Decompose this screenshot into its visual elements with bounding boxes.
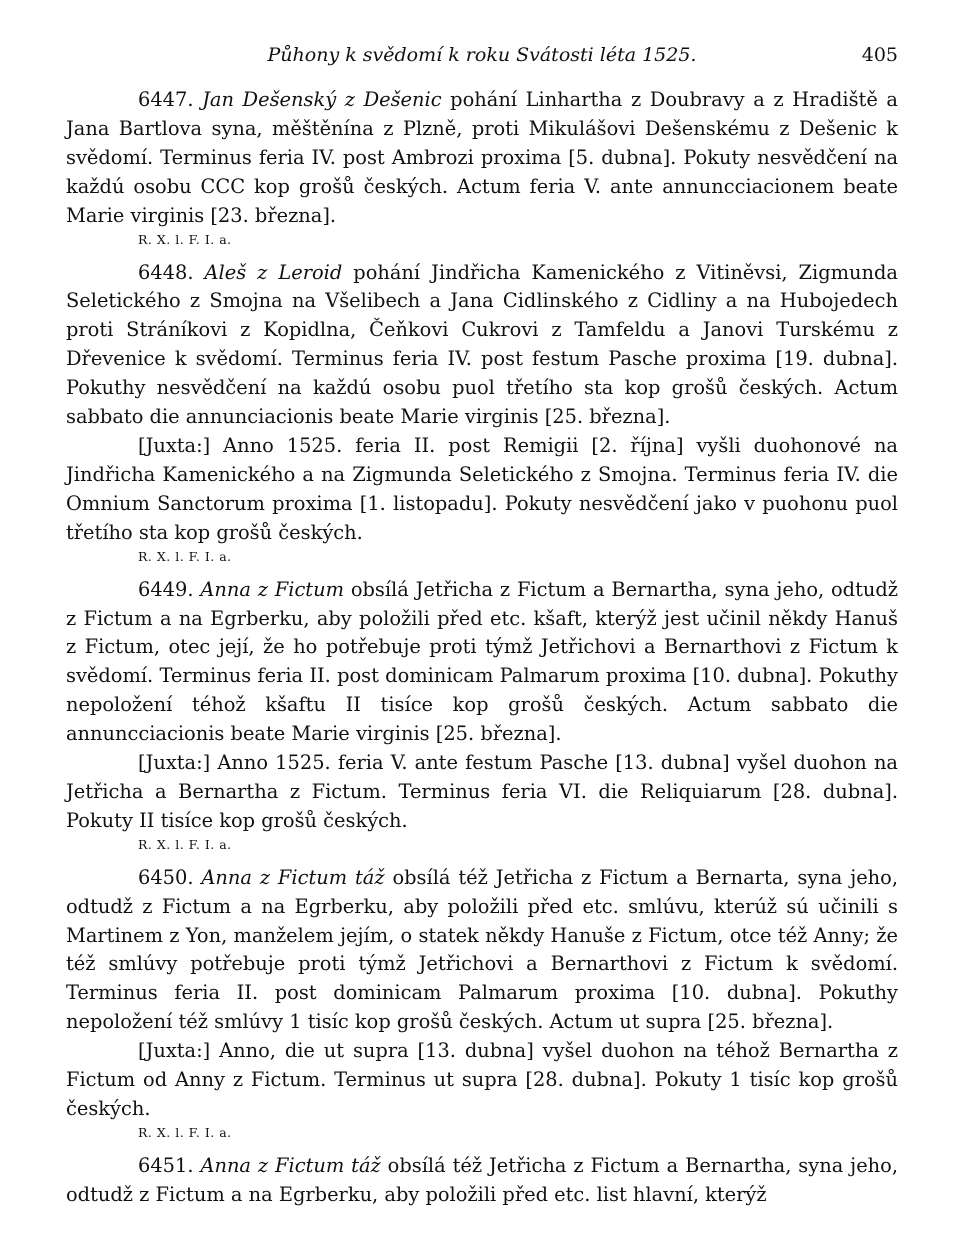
entry-party: Anna z Fictum táž: [200, 1153, 381, 1177]
entry-text: obsílá Jetřicha z Fictum a Bernartha, syna jeho, odtudž z Fictum a na Egrberku, aby položili před etc. kšaft, kterýž jest učinil někdy Hanuš z Fictum, otec její, že ho potřebuje proti týmž Jetřichovi a Bernarthovi z Fictum k svědomí. Terminus feria II. post dominicam Palmarum proxima [10. dubna]. Pokuthy nepoložení téhož kšaftu II tisíce kop grošů českých. Actum sabbato die annuncciacionis beate Marie virginis [25. března].: [66, 577, 898, 746]
entry-number: 6450.: [138, 865, 194, 889]
entry-citation: R. X. l. F. I. a.: [138, 836, 232, 852]
entry-6447: [66, 86, 898, 231]
entry-juxta: [Juxta:] Anno 1525. feria V. ante festum Pasche [13. dubna] vyšel duohon na Jetřicha a Bernartha z Fictum. Terminus feria VI. die Reliquiarum [28. dubna]. Pokuty II tisíce kop grošů českých.: [66, 751, 898, 832]
entry-citation: R. X. l. F. I. a.: [138, 231, 232, 247]
entry-number: 6451.: [138, 1153, 194, 1177]
entry-6448: [66, 259, 898, 432]
entries: [66, 86, 898, 1210]
running-title: Půhony k svědomí k roku Svátosti léta 1525.: [267, 44, 697, 66]
page-number: 405: [861, 44, 898, 66]
entry-6450: [66, 864, 898, 1037]
entry-citation: R. X. l. F. I. a.: [138, 1124, 232, 1140]
entry-text: obsílá též Jetřicha z Fictum a Bernartha, syna jeho, odtudž z Fictum a na Egrberku, aby položili před etc. list hlavní, kterýž: [66, 1153, 898, 1206]
running-header: [66, 36, 898, 70]
entry-6451: [66, 1152, 898, 1210]
entry-party: Aleš z Leroid: [204, 260, 343, 284]
entry-party: Anna z Fictum: [200, 577, 344, 601]
entry-number: 6447.: [138, 88, 194, 111]
entry-6449: [66, 576, 898, 749]
entry-text: pohání Jindřicha Kamenického z Vitiněvsi, Zigmunda Seletického z Smojna na Všelibech a Jana Cidlinského z Cidliny a na Hubojedech proti Stráníkovi z Kopidlna, Čeňkovi Cukrovi z Tamfeldu a Janovi Turskému z Dřevenice k svědomí. Terminus feria IV. post festum Pasche proxima [19. dubna]. Pokuthy nesvědčení na každú osobu puol třetího sta kop grošů českých. Actum sabbato die annunciacionis beate Marie virginis [25. března].: [66, 260, 898, 429]
entry-number: 6449.: [138, 577, 194, 601]
entry-text: obsílá též Jetřicha z Fictum a Bernarta, syna jeho, odtudž z Fictum a na Egrberku, aby položili před etc. smlúvu, kterúž sú učinili s Martinem z Yon, manželem jejím, o statek někdy Hanuše z Fictum, otce též Anny; že též smlúvy potřebuje proti týmž Jetřichovi a Bernarthovi z Fictum k svědomí. Terminus feria II. post dominicam Palmarum proxima [10. dubna]. Pokuthy nepoložení též smlúvy 1 tisíc kop grošů českých. Actum ut supra [25. března].: [66, 865, 899, 1034]
entry-text: pohání Linhartha z Doubravy a z Hradiště a Jana Bartlova syna, měštěnína z Plzně, proti Mikulášovi Dešenskému z Dešenic k svědomí. Terminus feria IV. post Ambrozi proxima [5. dubna]. Pokuty nesvědčení na každú osobu CCC kop grošů českých. Actum feria V. ante annuncciacionem beate Marie virginis [23. března].: [66, 88, 898, 227]
entry-juxta: [Juxta:] Anno 1525. feria II. post Remigii [2. října] vyšli duohonové na Jindřicha Kamenického a na Zigmunda Seletického z Smojna. Terminus feria IV. die Omnium Sanctorum proxima [1. listopadu]. Pokuty nesvědčení jako v puohonu puol třetího sta kop grošů českých.: [66, 433, 898, 544]
entry-party: Jan Dešenský z Dešenic: [202, 88, 442, 111]
entry-juxta: [Juxta:] Anno, die ut supra [13. dubna] vyšel duohon na téhož Bernartha z Fictum od Anny z Fictum. Terminus ut supra [28. dubna]. Pokuty 1 tisíc kop grošů českých.: [66, 1039, 898, 1120]
entry-number: 6448.: [138, 260, 194, 284]
entry-party: Anna z Fictum táž: [201, 865, 385, 889]
entry-citation: R. X. l. F. I. a.: [138, 548, 232, 564]
